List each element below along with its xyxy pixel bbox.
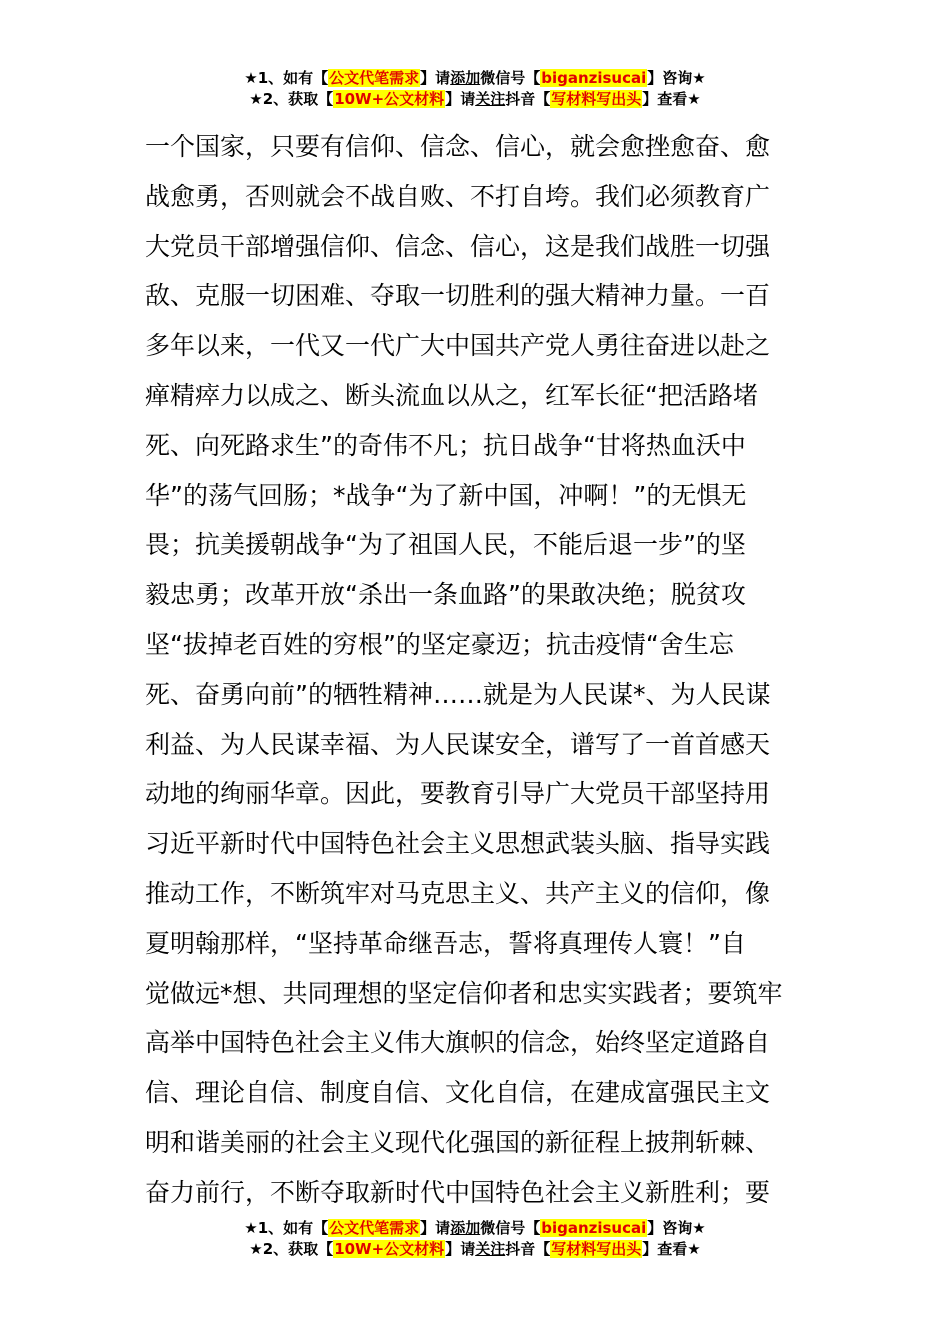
footer-line-2-highlight-materials: 10W+公文材料 bbox=[334, 1240, 445, 1258]
body-line: 多年以来，一代又一代广大中国共产党人勇往奋进以赴之 bbox=[145, 331, 771, 361]
body-line: 死、奋勇向前”的牺牲精神……就是为人民谋*、为人民谋 bbox=[145, 679, 771, 709]
header-banner bbox=[0, 68, 950, 110]
body-line: 瘅精瘁力以成之、断头流血以从之，红军长征“把活路堵 bbox=[145, 380, 758, 410]
footer-line-1-underline: 添加 bbox=[450, 1219, 481, 1237]
body-line: 毅忠勇；改革开放“杀出一条血路”的果敢决绝；脱贫攻 bbox=[145, 580, 746, 610]
header-line-1-suffix: 】咨询★ bbox=[647, 69, 706, 87]
body-line: 高举中国特色社会主义伟大旗帜的信念，始终坚定道路自 bbox=[145, 1028, 771, 1058]
header-line-1-highlight-service: 公文代笔需求 bbox=[329, 69, 420, 87]
footer-line-2 bbox=[0, 1239, 950, 1260]
header-line-1-prefix: ★1、如有【 bbox=[244, 69, 329, 87]
header-line-2 bbox=[0, 89, 950, 110]
footer-line-1-prefix: ★1、如有【 bbox=[244, 1219, 329, 1237]
footer-line-1-highlight-service: 公文代笔需求 bbox=[329, 1219, 420, 1237]
body-line: 死、向死路求生”的奇伟不凡；抗日战争“甘将热血沃中 bbox=[145, 430, 746, 460]
header-line-1 bbox=[0, 68, 950, 89]
header-line-1-underline: 添加 bbox=[450, 69, 481, 87]
header-line-1-text: 】请 bbox=[420, 69, 451, 87]
body-line: 推动工作，不断筑牢对马克思主义、共产主义的信仰，像 bbox=[145, 878, 771, 908]
footer-line-2-suffix: 】查看★ bbox=[642, 1240, 701, 1258]
header-line-2-text-2: 抖音【 bbox=[505, 90, 551, 108]
body-line: 敌、克服一切困难、夺取一切胜利的强大精神力量。一百 bbox=[145, 281, 771, 311]
footer-line-2-text-2: 抖音【 bbox=[505, 1240, 551, 1258]
body-line: 信、理论自信、制度自信、文化自信，在建成富强民主文 bbox=[145, 1078, 771, 1108]
footer-line-2-text: 】请 bbox=[445, 1240, 476, 1258]
body-line: 大党员干部增强信仰、信念、信心，这是我们战胜一切强 bbox=[145, 231, 771, 261]
header-line-2-text: 】请 bbox=[445, 90, 476, 108]
footer-banner bbox=[0, 1218, 950, 1260]
footer-line-1-text: 】请 bbox=[420, 1219, 451, 1237]
body-line: 华”的荡气回肠；*战争“为了新中国，冲啊！”的无惧无 bbox=[145, 480, 747, 510]
footer-line-1 bbox=[0, 1218, 950, 1239]
footer-line-1-highlight-wechat: biganzisucai bbox=[541, 1219, 647, 1237]
header-line-1-highlight-wechat: biganzisucai bbox=[541, 69, 647, 87]
body-line: 坚“拔掉老百姓的穷根”的坚定豪迈；抗击疫情“舍生忘 bbox=[145, 629, 734, 659]
body-line: 奋力前行，不断夺取新时代中国特色社会主义新胜利；要 bbox=[145, 1177, 771, 1207]
body-line: 明和谐美丽的社会主义现代化强国的新征程上披荆斩棘、 bbox=[145, 1127, 771, 1157]
header-line-2-suffix: 】查看★ bbox=[642, 90, 701, 108]
document-body bbox=[145, 122, 810, 1218]
footer-line-2-underline: 关注 bbox=[475, 1240, 506, 1258]
footer-line-2-prefix: ★2、获取【 bbox=[249, 1240, 334, 1258]
footer-line-2-highlight-douyin: 写材料写出头 bbox=[551, 1240, 642, 1258]
footer-line-1-text-2: 微信号【 bbox=[480, 1219, 541, 1237]
header-line-2-prefix: ★2、获取【 bbox=[249, 90, 334, 108]
header-line-1-text-2: 微信号【 bbox=[480, 69, 541, 87]
body-line: 战愈勇，否则就会不战自败、不打自垮。我们必须教育广 bbox=[145, 181, 771, 211]
body-line: 夏明翰那样，“坚持革命继吾志，誓将真理传人寰！”自 bbox=[145, 928, 746, 958]
footer-line-1-suffix: 】咨询★ bbox=[647, 1219, 706, 1237]
body-line: 习近平新时代中国特色社会主义思想武装头脑、指导实践 bbox=[145, 829, 771, 859]
body-line: 动地的绚丽华章。因此，要教育引导广大党员干部坚持用 bbox=[145, 779, 771, 809]
body-line: 觉做远*想、共同理想的坚定信仰者和忠实实践者；要筑牢 bbox=[145, 978, 783, 1008]
body-line: 利益、为人民谋幸福、为人民谋安全，谱写了一首首感天 bbox=[145, 729, 771, 759]
body-line: 一个国家，只要有信仰、信念、信心，就会愈挫愈奋、愈 bbox=[145, 132, 771, 161]
header-line-2-underline: 关注 bbox=[475, 90, 506, 108]
header-line-2-highlight-materials: 10W+公文材料 bbox=[334, 90, 445, 108]
header-line-2-highlight-douyin: 写材料写出头 bbox=[551, 90, 642, 108]
body-line: 畏；抗美援朝战争“为了祖国人民，不能后退一步”的坚 bbox=[145, 530, 746, 560]
